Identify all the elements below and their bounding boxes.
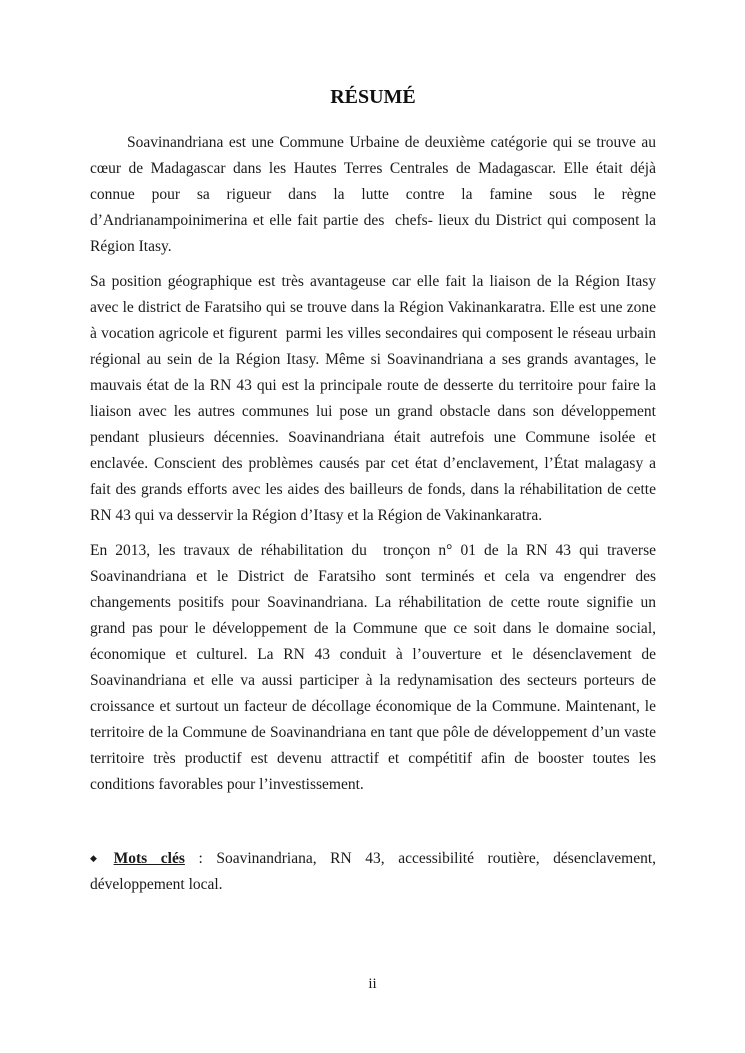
paragraph-3: En 2013, les travaux de réhabilitation du tronçon n° 01 de la RN 43 qui traverse Soavinandriana et le District de Faratsiho sont terminés et cela va engendrer des changements positifs pour Soavinandriana. La réhabilitation de cette route signifie un grand pas pour le développement de la Commune que ce soit dans le domaine social, économique et culturel. La RN 43 conduit à l’ouverture et le désenclavement de Soavinandriana et elle va aussi participer à la redynamisation des secteurs porteurs de croissance et surtout un facteur de décollage économique de la Commune. Maintenant, le territoire de la Commune de Soavinandriana en tant que pôle de développement d’un vaste territoire très productif est devenu attractif et compétitif afin de booster toutes les conditions favorables pour l’investissement.	[90, 542, 660, 793]
paragraph-1: Soavinandriana est une Commune Urbaine de deuxième catégorie qui se trouve au cœur de Madagascar dans les Hautes Terres Centrales de Madagascar. Elle était déjà connue pour sa rigueur dans la lutte contre la famine sous le règne d’Andrianampoinimerina et elle fait partie des chefs- lieux du District qui composent la Région Itasy.	[90, 134, 660, 255]
keywords-line	[90, 845, 660, 898]
diamond-bullet-icon: ◆	[90, 853, 107, 863]
keywords-label: Mots clés	[113, 850, 185, 867]
keywords-separator: :	[184, 850, 217, 867]
keywords-text: Soavinandriana, RN 43, accessibilité routière, désenclavement, développement local.	[90, 850, 660, 893]
page-content	[90, 84, 660, 898]
page-title: RÉSUMÉ	[330, 86, 416, 108]
paragraph-2: Sa position géographique est très avantageuse car elle fait la liaison de la Région Itasy avec le district de Faratsiho qui se trouve dans la Région Vakinankaratra. Elle est une zone à vocation agricole et figurent parmi les villes secondaires qui composent le réseau urbain régional au sein de la Région Itasy. Même si Soavinandriana a ses grands avantages, le mauvais état de la RN 43 qui est la principale route de desserte du territoire pour faire la liaison avec les autres communes lui pose un grand obstacle dans son développement pendant plusieurs décennies. Soavinandriana était autrefois une Commune isolée et enclavée. Conscient des problèmes causés par cet état d’enclavement, l’État malagasy a fait des grands efforts avec les aides des bailleurs de fonds, dans la réhabilitation de cette RN 43 qui va desservir la Région d’Itasy et la Région de Vakinankaratra.	[90, 273, 660, 524]
page-number: ii	[368, 976, 377, 992]
